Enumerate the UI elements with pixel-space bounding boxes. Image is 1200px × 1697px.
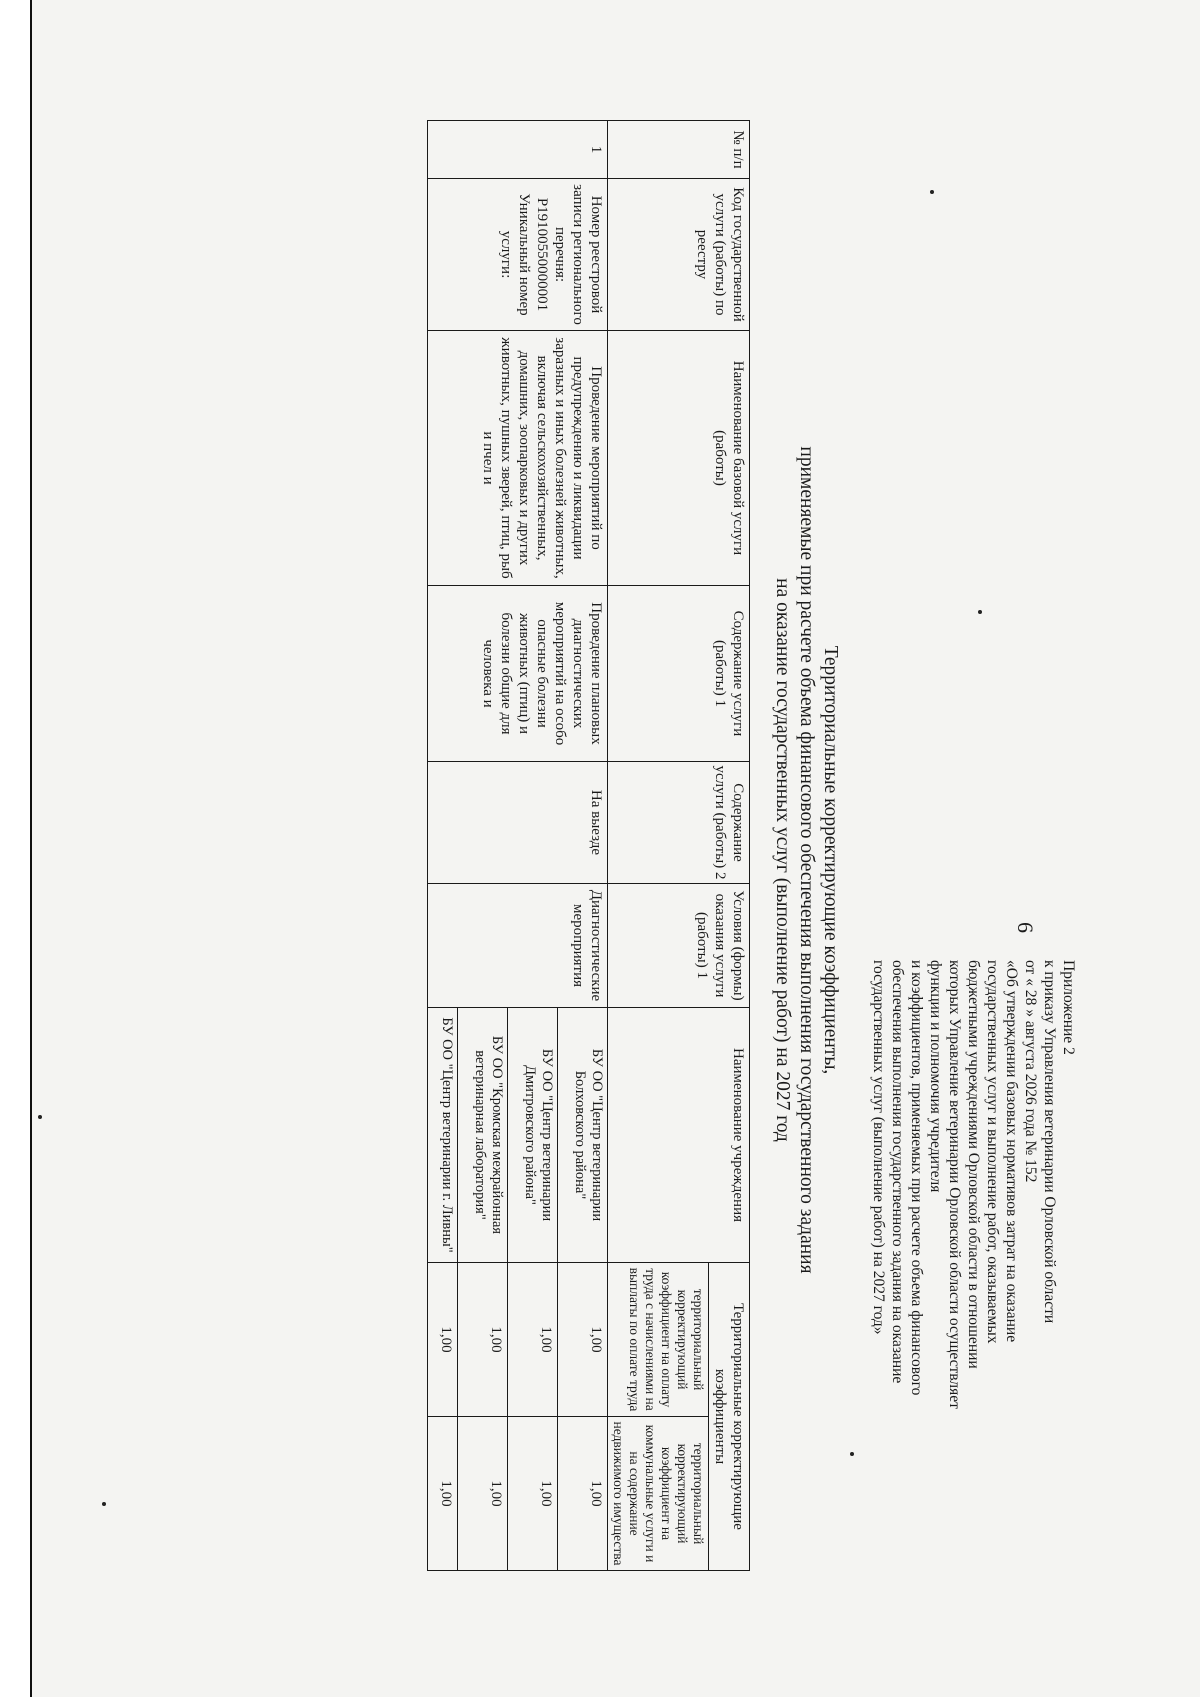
header-num: № п/п bbox=[608, 121, 750, 179]
appendix-line: государственных услуг и выполнение работ, оказываемых bbox=[984, 960, 1001, 1344]
cell-coefficient-labor: 1,00 bbox=[428, 1263, 458, 1417]
cell-conditions: Диагностические мероприятия bbox=[428, 884, 608, 1008]
cell-institution: БУ ОО "Центр ветеринарии Дмитровского района" bbox=[507, 1008, 557, 1263]
cell-institution: БУ ОО "Центр ветеринарии г. Ливны" bbox=[428, 1008, 458, 1263]
header-base-name: Наименование базовой услуги (работы) bbox=[608, 331, 750, 586]
header-coefficient-labor: территориальный корректирующий коэффициент на оплату труда с начислениями на выплаты по оплате труда bbox=[608, 1263, 709, 1417]
appendix-line: и коэффициентов, применяемых при расчете объема финансового bbox=[908, 960, 925, 1396]
cell-coefficient-utilities: 1,00 bbox=[457, 1417, 507, 1571]
appendix-line: которых Управление ветеринарии Орловской области осуществляет bbox=[946, 960, 963, 1409]
cell-coefficient-labor: 1,00 bbox=[557, 1263, 607, 1417]
title-line: на оказание государственных услуг (выполнение работ) на 2027 год bbox=[772, 578, 793, 1142]
appendix-line: «Об утверждении базовых нормативов затрат на оказание bbox=[1003, 960, 1020, 1343]
header-conditions: Условия (формы) оказания услуги (работы) 1 bbox=[608, 884, 750, 1008]
appendix-line: Приложение 2 bbox=[1060, 960, 1077, 1055]
appendix-line: от « 28 » августа 2026 года № 152 bbox=[1022, 960, 1039, 1183]
cell-code: Номер реестровой записи регионального перечня: Р19100550000001 Уникальный номер услуги: bbox=[428, 179, 608, 331]
header-content-2: Содержание услуги (работы) 2 bbox=[608, 762, 750, 884]
appendix-line: государственных услуг (выполнение работ) на 2027 год» bbox=[870, 960, 887, 1335]
document-title bbox=[770, 80, 842, 1640]
appendix-line: обеспечения выполнения государственного задания на оказание bbox=[889, 960, 906, 1384]
appendix-line: функции и полномочия учредителя bbox=[927, 960, 944, 1193]
appendix-line: к приказу Управления ветеринарии Орловской области bbox=[1041, 960, 1058, 1324]
appendix-line: бюджетными учреждениями Орловской области в отношении bbox=[965, 960, 982, 1369]
cell-coefficient-utilities: 1,00 bbox=[557, 1417, 607, 1571]
title-line: Территориальные корректирующие коэффициенты, bbox=[820, 645, 841, 1075]
rotated-document-page bbox=[0, 80, 1080, 1640]
coefficients-table bbox=[427, 120, 750, 1571]
cell-content-1: Проведение плановых диагностических мероприятий на особо опасные болезни животных (птиц) и болезни общие для человека и bbox=[428, 586, 608, 762]
cell-coefficient-utilities: 1,00 bbox=[428, 1417, 458, 1571]
title-line: применяемые при расчете объема финансового обеспечения выполнения государственного задания bbox=[796, 446, 817, 1274]
cell-content-2: На выезде bbox=[428, 762, 608, 884]
appendix-header bbox=[869, 960, 1078, 1420]
cell-coefficient-labor: 1,00 bbox=[507, 1263, 557, 1417]
header-code: Код государственной услуги (работы) по реестру bbox=[608, 179, 750, 331]
cell-num: 1 bbox=[428, 121, 608, 179]
header-coefficient-utilities: территориальный корректирующий коэффициент на коммунальные услуги и на содержание недвижимого имущества bbox=[608, 1417, 709, 1571]
cell-institution: БУ ОО "Кромская межрайонная ветеринарная лаборатория" bbox=[457, 1008, 507, 1263]
table-row bbox=[557, 121, 607, 1571]
header-coefficient-group: Территориальные корректирующие коэффициенты bbox=[709, 1263, 750, 1571]
page-number: 6 bbox=[1013, 922, 1038, 933]
cell-institution: БУ ОО "Центр ветеринарии Болховского района" bbox=[557, 1008, 607, 1263]
cell-coefficient-labor: 1,00 bbox=[457, 1263, 507, 1417]
cell-coefficient-utilities: 1,00 bbox=[507, 1417, 557, 1571]
cell-base-name: Проведение мероприятий по предупреждению и ликвидации заразных и иных болезней животных, включая сельскохозяйственных, домашних, зоопарковых и других животных, пушных зверей, птиц, рыб и пчел и bbox=[428, 331, 608, 586]
header-institution: Наименование учреждения bbox=[608, 1008, 750, 1263]
header-content-1: Содержание услуги (работы) 1 bbox=[608, 586, 750, 762]
header-row bbox=[709, 121, 750, 1571]
